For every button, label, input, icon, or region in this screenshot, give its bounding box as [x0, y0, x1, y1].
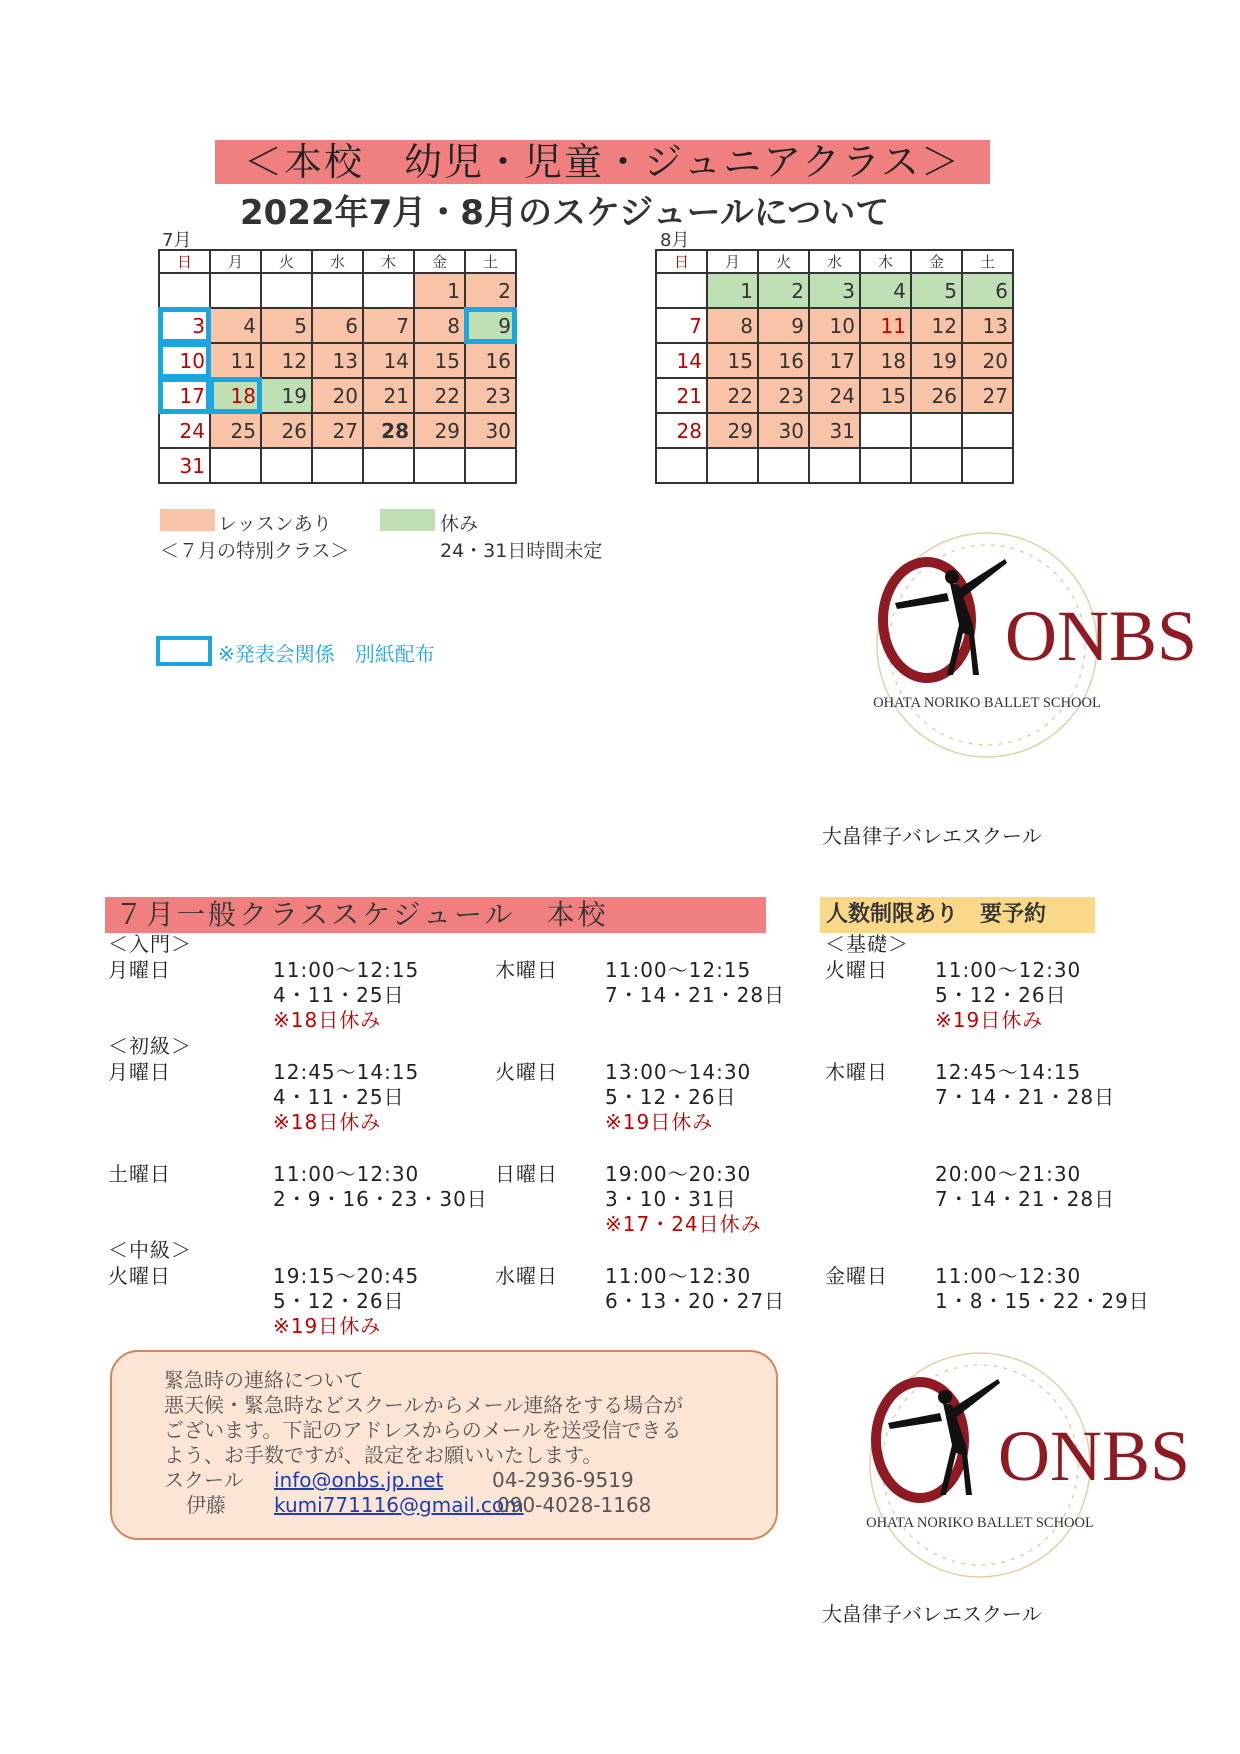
class-day: 土曜日 — [108, 1162, 171, 1186]
calendar-day: 24 — [159, 413, 210, 448]
logo-tagline: OHATA NORIKO BALLET SCHOOL — [873, 695, 1101, 711]
calendar-day: 1 — [707, 273, 758, 308]
logo-tagline: OHATA NORIKO BALLET SCHOOL — [866, 1515, 1094, 1531]
calendar-day — [414, 448, 465, 483]
calendar-day: 4 — [860, 273, 911, 308]
weekday-sat: 土 — [465, 250, 516, 273]
class-day: 火曜日 — [825, 958, 888, 982]
calendar-day — [911, 413, 962, 448]
class-dates: 5・12・26日 — [605, 1085, 737, 1109]
class-note: ※18日休み — [273, 1008, 382, 1032]
capacity-note: 人数制限あり 要予約 — [820, 897, 1095, 933]
calendar-day: 19 — [911, 343, 962, 378]
calendar-day — [860, 413, 911, 448]
class-day: 金曜日 — [825, 1264, 888, 1288]
calendar-day: 6 — [962, 273, 1013, 308]
class-time: 11:00〜12:15 — [273, 958, 420, 982]
class-time: 19:15〜20:45 — [273, 1264, 420, 1288]
rest-legend-label: 休み — [440, 513, 479, 535]
calendar-day: 9 — [465, 308, 516, 343]
weekday-sun: 日 — [159, 250, 210, 273]
class-note: ※17・24日休み — [605, 1212, 762, 1236]
calendar-day: 16 — [465, 343, 516, 378]
calendar-day: 17 — [159, 378, 210, 413]
calendar-day: 23 — [758, 378, 809, 413]
class-note: ※18日休み — [273, 1110, 382, 1134]
calendar-day: 17 — [809, 343, 860, 378]
calendar-day: 15 — [414, 343, 465, 378]
ito-phone: 090-4028-1168 — [497, 1493, 652, 1517]
class-dates: 5・12・26日 — [935, 983, 1067, 1007]
lesson-swatch — [160, 509, 215, 531]
july-label: 7月 — [162, 230, 192, 251]
class-dates: 1・8・15・22・29日 — [935, 1289, 1150, 1313]
class-time: 11:00〜12:30 — [273, 1162, 420, 1186]
calendar-day — [962, 448, 1013, 483]
calendar-day: 19 — [261, 378, 312, 413]
section-label: ＜初級＞ — [108, 1034, 192, 1058]
calendar-day: 8 — [707, 308, 758, 343]
recital-note: ※発表会関係 別紙配布 — [218, 642, 435, 666]
calendar-day: 12 — [261, 343, 312, 378]
calendar-day: 22 — [707, 378, 758, 413]
class-time: 20:00〜21:30 — [935, 1162, 1082, 1186]
weekday-sun: 日 — [656, 250, 707, 273]
school-contact-label: スクール — [164, 1468, 244, 1492]
calendar-day — [465, 448, 516, 483]
calendar-day: 15 — [707, 343, 758, 378]
calendar-day: 30 — [465, 413, 516, 448]
calendar-day: 13 — [312, 343, 363, 378]
blue-frame-swatch — [156, 636, 212, 666]
calendar-day: 23 — [465, 378, 516, 413]
calendar-day: 1 — [414, 273, 465, 308]
weekday-thu: 木 — [363, 250, 414, 273]
calendar-day: 7 — [656, 308, 707, 343]
weekday-fri: 金 — [414, 250, 465, 273]
special-class-label: ＜７月の特別クラス＞ — [160, 540, 350, 562]
calendar-day: 30 — [758, 413, 809, 448]
calendar-day: 18 — [860, 343, 911, 378]
calendar-day — [911, 448, 962, 483]
weekday-mon: 月 — [210, 250, 261, 273]
calendar-day: 6 — [312, 308, 363, 343]
august-calendar — [655, 249, 1014, 484]
calendar-day: 2 — [758, 273, 809, 308]
class-dates: 6・13・20・27日 — [605, 1289, 786, 1313]
section-label: ＜入門＞ — [108, 932, 192, 956]
class-dates: 4・11・25日 — [273, 1085, 405, 1109]
class-note: ※19日休み — [273, 1314, 382, 1338]
calendar-day: 26 — [911, 378, 962, 413]
class-dates: 7・14・21・28日 — [935, 1187, 1116, 1211]
class-day: 火曜日 — [108, 1264, 171, 1288]
weekday-fri: 金 — [911, 250, 962, 273]
class-day: 月曜日 — [108, 958, 171, 982]
class-day: 月曜日 — [108, 1060, 171, 1084]
class-dates: 7・14・21・28日 — [605, 983, 786, 1007]
logo-text: ONBS — [998, 1416, 1191, 1496]
school-email-link[interactable]: info@onbs.jp.net — [274, 1468, 444, 1492]
section-label: ＜基礎＞ — [825, 932, 909, 956]
contact-line: よう、お手数ですが、設定をお願いいたします。 — [164, 1443, 603, 1467]
class-note: ※19日休み — [935, 1008, 1044, 1032]
weekday-tue: 火 — [758, 250, 809, 273]
class-day: 火曜日 — [495, 1060, 558, 1084]
calendar-day — [809, 448, 860, 483]
calendar-day: 8 — [414, 308, 465, 343]
calendar-day: 27 — [312, 413, 363, 448]
calendar-day — [656, 448, 707, 483]
class-time: 12:45〜14:15 — [273, 1060, 420, 1084]
weekday-mon: 月 — [707, 250, 758, 273]
calendar-day: 14 — [363, 343, 414, 378]
calendar-day — [707, 448, 758, 483]
school-phone: 04-2936-9519 — [492, 1468, 634, 1492]
calendar-day — [312, 273, 363, 308]
logo-text: ONBS — [1005, 596, 1198, 676]
calendar-day: 20 — [962, 343, 1013, 378]
class-time: 13:00〜14:30 — [605, 1060, 752, 1084]
calendar-day — [159, 273, 210, 308]
class-day: 木曜日 — [825, 1060, 888, 1084]
calendar-day: 26 — [261, 413, 312, 448]
calendar-day: 7 — [363, 308, 414, 343]
weekday-thu: 木 — [860, 250, 911, 273]
calendar-day — [261, 273, 312, 308]
calendar-day: 3 — [159, 308, 210, 343]
class-note: ※19日休み — [605, 1110, 714, 1134]
calendar-day: 24 — [809, 378, 860, 413]
july-calendar — [158, 249, 517, 484]
calendar-day: 29 — [414, 413, 465, 448]
calendar-day: 5 — [261, 308, 312, 343]
weekday-wed: 水 — [312, 250, 363, 273]
calendar-day: 28 — [656, 413, 707, 448]
class-dates: 5・12・26日 — [273, 1289, 405, 1313]
calendar-day: 18 — [210, 378, 261, 413]
contact-line: ございます。下記のアドレスからのメールを送受信できる — [164, 1418, 682, 1442]
calendar-day: 10 — [159, 343, 210, 378]
calendar-day: 11 — [210, 343, 261, 378]
contact-line: 悪天候・緊急時などスクールからメール連絡をする場合が — [164, 1393, 684, 1417]
class-day: 日曜日 — [495, 1162, 558, 1186]
calendar-day: 20 — [312, 378, 363, 413]
calendar-day: 25 — [210, 413, 261, 448]
calendar-day — [758, 448, 809, 483]
calendar-day — [656, 273, 707, 308]
school-name: 大畠律子バレエスクール — [822, 1602, 1042, 1626]
class-day: 水曜日 — [495, 1264, 558, 1288]
class-time: 12:45〜14:15 — [935, 1060, 1082, 1084]
ito-contact-label: 伊藤 — [186, 1493, 226, 1517]
calendar-day: 21 — [656, 378, 707, 413]
calendar-day — [312, 448, 363, 483]
calendar-day: 12 — [911, 308, 962, 343]
general-schedule-title: ７月一般クラススケジュール 本校 — [105, 897, 766, 933]
august-label: 8月 — [660, 230, 690, 251]
contact-heading: 緊急時の連絡について — [164, 1368, 364, 1392]
calendar-day: 14 — [656, 343, 707, 378]
calendar-day: 29 — [707, 413, 758, 448]
calendar-day: 16 — [758, 343, 809, 378]
calendar-day: 13 — [962, 308, 1013, 343]
calendar-day: 27 — [962, 378, 1013, 413]
weekday-sat: 土 — [962, 250, 1013, 273]
calendar-day: 10 — [809, 308, 860, 343]
class-dates: 7・14・21・28日 — [935, 1085, 1116, 1109]
special-class-note: 24・31日時間未定 — [440, 540, 603, 562]
class-time: 11:00〜12:30 — [935, 958, 1082, 982]
page-subtitle: 2022年7月・8月のスケジュールについて — [240, 193, 890, 233]
lesson-legend-label: レッスンあり — [218, 513, 332, 535]
class-day: 木曜日 — [495, 958, 558, 982]
onbs-logo — [855, 525, 1198, 775]
calendar-day — [261, 448, 312, 483]
section-label: ＜中級＞ — [108, 1238, 192, 1262]
calendar-day: 2 — [465, 273, 516, 308]
calendar-day — [210, 273, 261, 308]
class-time: 11:00〜12:30 — [935, 1264, 1082, 1288]
class-dates: 4・11・25日 — [273, 983, 405, 1007]
calendar-day: 21 — [363, 378, 414, 413]
calendar-day: 31 — [159, 448, 210, 483]
calendar-day: 31 — [809, 413, 860, 448]
weekday-wed: 水 — [809, 250, 860, 273]
page-title: ＜本校 幼児・児童・ジュニアクラス＞ — [215, 140, 990, 184]
weekday-tue: 火 — [261, 250, 312, 273]
class-time: 19:00〜20:30 — [605, 1162, 752, 1186]
calendar-day — [210, 448, 261, 483]
ito-email-link[interactable]: kumi771116@gmail.com — [274, 1493, 524, 1517]
calendar-day: 4 — [210, 308, 261, 343]
calendar-day: 9 — [758, 308, 809, 343]
class-dates: 2・9・16・23・30日 — [273, 1187, 488, 1211]
calendar-day — [962, 413, 1013, 448]
calendar-day: 15 — [860, 378, 911, 413]
calendar-day — [363, 273, 414, 308]
calendar-day: 28 — [363, 413, 414, 448]
onbs-logo — [848, 1345, 1191, 1595]
school-name: 大畠律子バレエスクール — [822, 824, 1042, 848]
calendar-day: 22 — [414, 378, 465, 413]
emergency-contact-box — [110, 1350, 778, 1540]
calendar-day — [363, 448, 414, 483]
calendar-day — [860, 448, 911, 483]
class-time: 11:00〜12:30 — [605, 1264, 752, 1288]
calendar-day: 3 — [809, 273, 860, 308]
class-dates: 3・10・31日 — [605, 1187, 737, 1211]
calendar-day: 11 — [860, 308, 911, 343]
class-time: 11:00〜12:15 — [605, 958, 752, 982]
rest-swatch — [380, 509, 435, 531]
calendar-day: 5 — [911, 273, 962, 308]
